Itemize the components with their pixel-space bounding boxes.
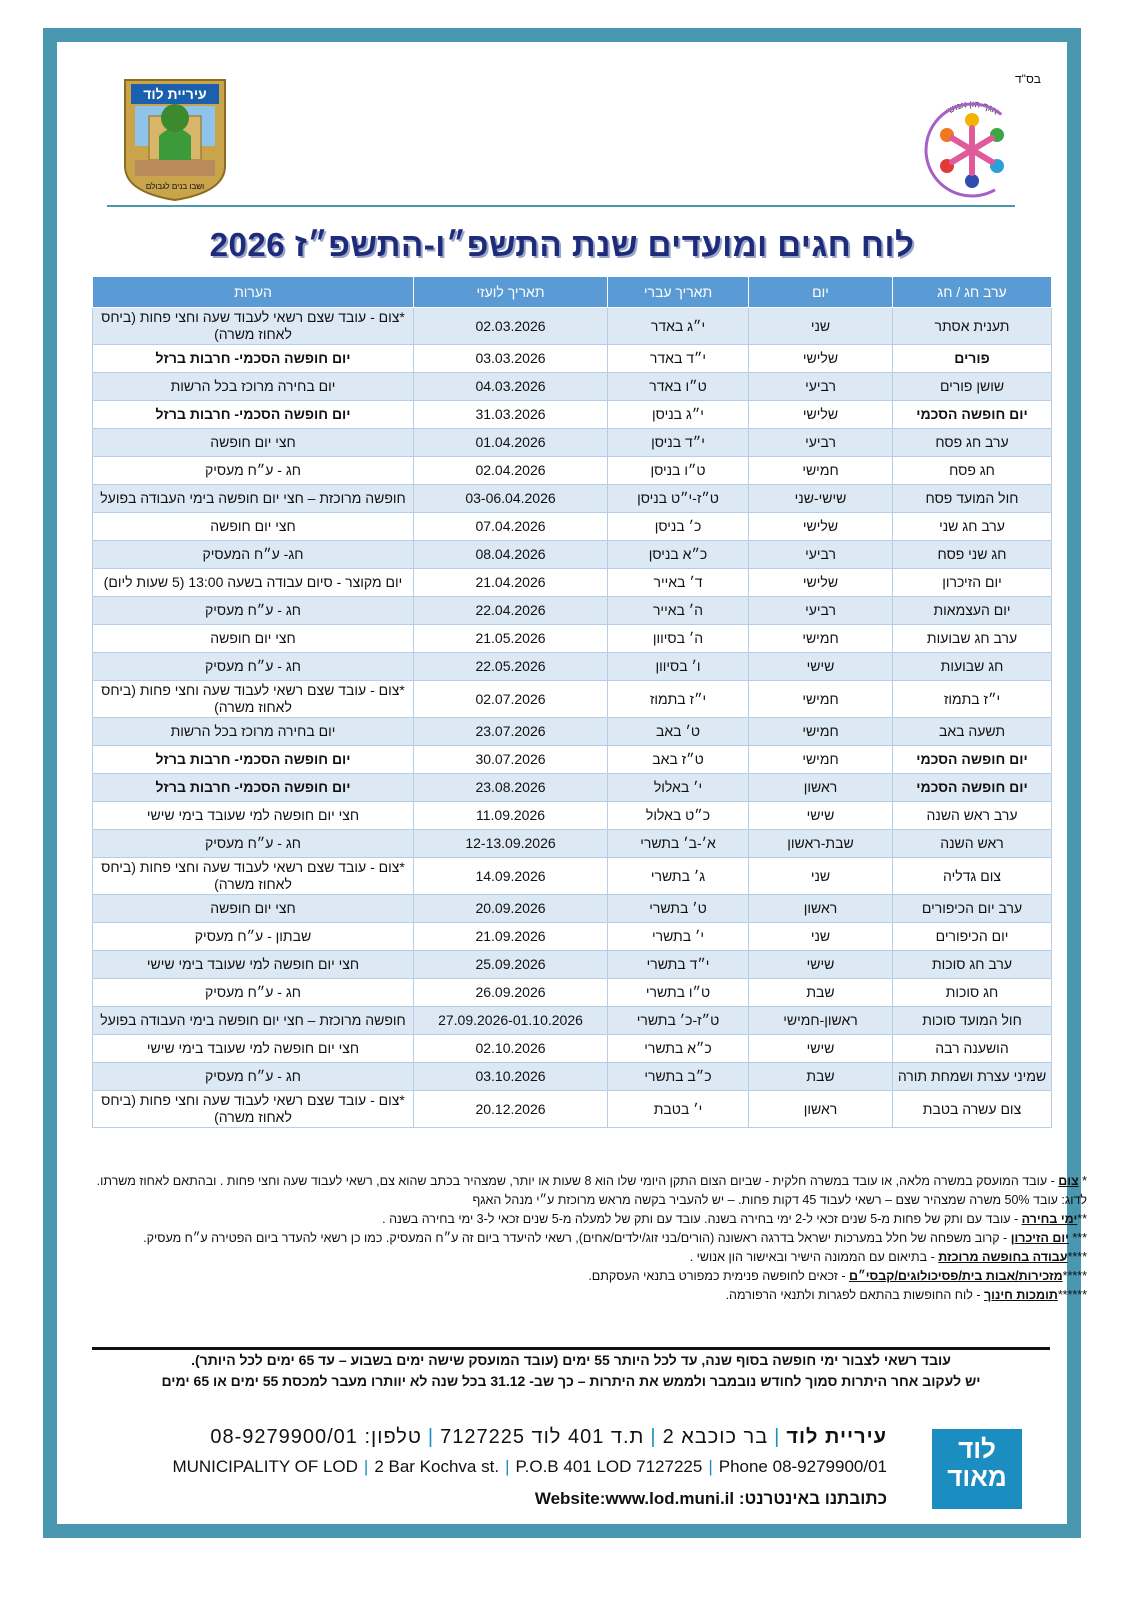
table-row [93, 308, 1052, 345]
day-cell: שבת [749, 979, 893, 1007]
hebrew-date-cell: כ׳ בניסן [608, 513, 749, 541]
notes-cell: חופשה מרוכזת – חצי יום חופשה בימי העבודה בפועל [93, 1007, 414, 1035]
notes-cell: חג - ע״ח מעסיק [93, 830, 414, 858]
footer-en-pob: P.O.B 401 LOD 7127225 [515, 1457, 703, 1476]
page [57, 42, 1087, 1524]
table-row [93, 979, 1052, 1007]
notes-cell: יום חופשה הסכמי- חרבות ברזל [93, 345, 414, 373]
day-cell: שלישי [749, 345, 893, 373]
table-row [93, 858, 1052, 895]
table-row [93, 895, 1052, 923]
notes-cell: יום חופשה הסכמי- חרבות ברזל [93, 746, 414, 774]
summary-divider [92, 1347, 1050, 1350]
holiday-cell: ראש השנה [893, 830, 1052, 858]
gregorian-date-cell: 23.07.2026 [414, 718, 608, 746]
notes-cell: חצי יום חופשה [93, 895, 414, 923]
gregorian-date-cell: 02.10.2026 [414, 1035, 608, 1063]
table-row [93, 513, 1052, 541]
gregorian-date-cell: 14.09.2026 [414, 858, 608, 895]
footnote-term: ימי בחירה [1021, 1212, 1078, 1226]
day-cell: שלישי [749, 513, 893, 541]
emblem-city-name: עיריית לוד [143, 86, 207, 102]
footnote-marker: *** [1068, 1231, 1087, 1245]
holiday-cell: חג שבועות [893, 653, 1052, 681]
notes-cell: יום חופשה הסכמי- חרבות ברזל [93, 401, 414, 429]
hr-logo-text: אגף הון אנושי [943, 98, 1001, 117]
footnote-term: עבודה בחופשה מרוכזת [938, 1250, 1068, 1264]
gregorian-date-cell: 22.05.2026 [414, 653, 608, 681]
gregorian-date-cell: 21.05.2026 [414, 625, 608, 653]
footer-he-phone: טלפון: 08-9279900/01 [210, 1426, 422, 1448]
gregorian-date-cell: 22.04.2026 [414, 597, 608, 625]
holiday-cell: י״ז בתמוז [893, 681, 1052, 718]
table-row [93, 541, 1052, 569]
gregorian-date-cell: 01.04.2026 [414, 429, 608, 457]
hebrew-date-cell: י״ד בתשרי [608, 951, 749, 979]
col-hebrew-date: תאריך עברי [608, 277, 749, 308]
day-cell: שני [749, 858, 893, 895]
table-row [93, 1063, 1052, 1091]
table-row [93, 625, 1052, 653]
notes-cell: יום חופשה הסכמי- חרבות ברזל [93, 774, 414, 802]
hebrew-date-cell: י׳ באלול [608, 774, 749, 802]
hebrew-date-cell: כ״א בניסן [608, 541, 749, 569]
table-row [93, 457, 1052, 485]
hebrew-date-cell: ג׳ בתשרי [608, 858, 749, 895]
gregorian-date-cell: 23.08.2026 [414, 774, 608, 802]
day-cell: שני [749, 923, 893, 951]
footnote [92, 1229, 1087, 1248]
page-frame [43, 28, 1087, 1538]
footnote [92, 1248, 1087, 1267]
holiday-cell: יום חופשה הסכמי [893, 774, 1052, 802]
col-holiday: ערב חג / חג [893, 277, 1052, 308]
table-row [93, 429, 1052, 457]
holiday-cell: שמיני עצרת ושמחת תורה [893, 1063, 1052, 1091]
day-cell: רביעי [749, 597, 893, 625]
holiday-cell: ערב יום הכיפורים [893, 895, 1052, 923]
col-day: יום [749, 277, 893, 308]
logo-text: לוד מאוד [947, 1434, 1007, 1492]
holiday-cell: יום חופשה הסכמי [893, 401, 1052, 429]
header-divider [107, 205, 1015, 207]
notes-cell: חצי יום חופשה למי שעובד בימי שישי [93, 802, 414, 830]
footnote-marker: ****** [1057, 1288, 1087, 1302]
hebrew-date-cell: ה׳ באייר [608, 597, 749, 625]
gregorian-date-cell: 02.07.2026 [414, 681, 608, 718]
day-cell: שישי [749, 1035, 893, 1063]
col-notes: הערות [93, 277, 414, 308]
gregorian-date-cell: 27.09.2026-01.10.2026 [414, 1007, 608, 1035]
gregorian-date-cell: 21.04.2026 [414, 569, 608, 597]
emblem-motto: ושבו בנים לגבולם [145, 182, 205, 191]
hebrew-date-cell: ט״ז באב [608, 746, 749, 774]
notes-cell: שבתון - ע״ח מעסיק [93, 923, 414, 951]
day-cell: שישי [749, 951, 893, 979]
notes-cell: חג - ע״ח מעסיק [93, 979, 414, 1007]
footer-hebrew-address: עיריית לוד|בר כוכבא 2|ת.ד 401 לוד 7127225|טלפון: 08-9279900/01 [210, 1426, 887, 1448]
footnote-marker: **** [1067, 1250, 1087, 1264]
hebrew-date-cell: י׳ בתשרי [608, 923, 749, 951]
holiday-cell: יום הכיפורים [893, 923, 1052, 951]
day-cell: רביעי [749, 541, 893, 569]
table-row [93, 923, 1052, 951]
gregorian-date-cell: 02.03.2026 [414, 308, 608, 345]
day-cell: רביעי [749, 373, 893, 401]
gregorian-date-cell: 20.12.2026 [414, 1091, 608, 1128]
day-cell: שני [749, 308, 893, 345]
gregorian-date-cell: 12-13.09.2026 [414, 830, 608, 858]
footnote [92, 1172, 1087, 1210]
notes-cell: יום בחירה מרוכז בכל הרשות [93, 373, 414, 401]
holiday-cell: חול המועד פסח [893, 485, 1052, 513]
notes-cell: חצי יום חופשה [93, 429, 414, 457]
day-cell: ראשון [749, 1091, 893, 1128]
gregorian-date-cell: 07.04.2026 [414, 513, 608, 541]
table-row [93, 401, 1052, 429]
day-cell: שישי [749, 653, 893, 681]
bsd-mark: בס"ד [1015, 72, 1041, 86]
notes-cell: *צום - עובד שצם רשאי לעבוד שעה וחצי פחות (ביחס לאחוז משרה) [93, 858, 414, 895]
gregorian-date-cell: 03.10.2026 [414, 1063, 608, 1091]
hebrew-date-cell: ו׳ בסיוון [608, 653, 749, 681]
gregorian-date-cell: 31.03.2026 [414, 401, 608, 429]
hebrew-date-cell: ט׳ בתשרי [608, 895, 749, 923]
hebrew-date-cell: ט״ז-כ׳ בתשרי [608, 1007, 749, 1035]
holiday-cell: ערב ראש השנה [893, 802, 1052, 830]
footnote-text: - קרוב משפחה של חלל במערכות ישראל בדרגה ראשונה (הורים/בני זוג/ילדים/אחים), רשאי להיעדר ביום זה ע״ח המעסיק. כמו כן רשאי להעדר ביום הפטירה ע״ח מעסיק. [143, 1231, 1011, 1245]
table-row [93, 718, 1052, 746]
notes-cell: חג- ע״ח המעסיק [93, 541, 414, 569]
notes-cell: חג - ע״ח מעסיק [93, 653, 414, 681]
holiday-cell: יום הזיכרון [893, 569, 1052, 597]
footer-en-name: MUNICIPALITY OF LOD [172, 1457, 358, 1476]
table-row [93, 373, 1052, 401]
notes-cell: חג - ע״ח מעסיק [93, 457, 414, 485]
day-cell: חמישי [749, 625, 893, 653]
holiday-cell: חג סוכות [893, 979, 1052, 1007]
holiday-cell: יום העצמאות [893, 597, 1052, 625]
table-row [93, 681, 1052, 718]
footnote [92, 1286, 1087, 1305]
lod-municipality-emblem [121, 76, 229, 202]
holiday-cell: חג פסח [893, 457, 1052, 485]
hebrew-date-cell: ד׳ באייר [608, 569, 749, 597]
notes-cell: חצי יום חופשה למי שעובד בימי שישי [93, 1035, 414, 1063]
gregorian-date-cell: 04.03.2026 [414, 373, 608, 401]
hr-department-logo [915, 90, 1029, 204]
hebrew-date-cell: י״ג בניסן [608, 401, 749, 429]
summary-line-2: יש לעקוב אחר היתרות סמוך לחודש נובמבר ולממש את היתרות – כך שב- 31.12 בכל שנה לא יוותרו מעבר למכסת 55 ימים או 65 ימים [161, 1373, 981, 1389]
gregorian-date-cell: 26.09.2026 [414, 979, 608, 1007]
notes-cell: חג - ע״ח מעסיק [93, 597, 414, 625]
gregorian-date-cell: 20.09.2026 [414, 895, 608, 923]
table-row [93, 830, 1052, 858]
footnote [92, 1210, 1087, 1229]
day-cell: חמישי [749, 681, 893, 718]
holiday-cell: חג שני פסח [893, 541, 1052, 569]
day-cell: שבת-ראשון [749, 830, 893, 858]
holiday-cell: פורים [893, 345, 1052, 373]
hebrew-date-cell: ט״ו באדר [608, 373, 749, 401]
hebrew-date-cell: א׳-ב׳ בתשרי [608, 830, 749, 858]
footnote-marker: ** [1077, 1212, 1087, 1226]
holiday-cell: יום חופשה הסכמי [893, 746, 1052, 774]
col-gregorian-date: תאריך לועזי [414, 277, 608, 308]
day-cell: שישי [749, 802, 893, 830]
website-label: כתובתנו באינטרנט: [738, 1489, 887, 1508]
footnote-term: צום [1058, 1174, 1079, 1188]
footnote-term: תומכות חינוך [983, 1288, 1058, 1302]
gregorian-date-cell: 08.04.2026 [414, 541, 608, 569]
day-cell: שלישי [749, 401, 893, 429]
footnote-marker: * [1078, 1174, 1087, 1188]
holiday-cell: ערב חג שבועות [893, 625, 1052, 653]
table-row [93, 1091, 1052, 1128]
footnote [92, 1267, 1087, 1286]
hebrew-date-cell: ה׳ בסיוון [608, 625, 749, 653]
notes-cell: חופשה מרוכזת – חצי יום חופשה בימי העבודה בפועל [93, 485, 414, 513]
footnotes [92, 1172, 1087, 1305]
notes-cell: יום מקוצר - סיום עבודה בשעה 13:00 (5 שעות ליום) [93, 569, 414, 597]
table-row [93, 746, 1052, 774]
hebrew-date-cell: י״ד בניסן [608, 429, 749, 457]
notes-cell: חג - ע״ח מעסיק [93, 1063, 414, 1091]
hebrew-date-cell: י״ג באדר [608, 308, 749, 345]
notes-cell: חצי יום חופשה [93, 625, 414, 653]
table-row [93, 597, 1052, 625]
gregorian-date-cell: 02.04.2026 [414, 457, 608, 485]
footer-en-phone: Phone 08-9279900/01 [718, 1457, 887, 1476]
holiday-cell: תשעה באב [893, 718, 1052, 746]
day-cell: חמישי [749, 718, 893, 746]
footer-english-address: MUNICIPALITY OF LOD | 2 Bar Kochva st. | P.O.B 401 LOD 7127225 | Phone 08-9279900/01 [172, 1457, 887, 1476]
hebrew-date-cell: ט״ו בתשרי [608, 979, 749, 1007]
table-row [93, 1007, 1052, 1035]
hebrew-date-cell: ט״ז-י״ט בניסן [608, 485, 749, 513]
footnote-text: - עובד המועסק במשרה מלאה, או עובד במשרה חלקית - שביום הצום התקן היומי שלו הוא 8 שעות או יותר, שמצהיר בכתב שהוא צם, רשאי לעבוד שעה וחצי פחות . ובהתאם לאחוז משרתו. לדוג: עובד 50% משרה שמצהיר שצם – רשאי לעבוד 45 דקות פחות. – יש להעביר בקשה מראש מרוכזת ע״י מנהל האגף [96, 1174, 1087, 1207]
day-cell: חמישי [749, 746, 893, 774]
holiday-cell: תענית אסתר [893, 308, 1052, 345]
footer-he-name: עיריית לוד [786, 1426, 887, 1448]
summary-line-1: עובד רשאי לצבור ימי חופשה בסוף שנה, עד לכל היותר 55 ימים (עובד המועסק שישה ימים בשבוע – עד 65 ימים לכל היותר). [191, 1352, 951, 1368]
day-cell: ראשון-חמישי [749, 1007, 893, 1035]
footnote-text: - זכאים לחופשה פנימית כמפורט בתנאי העסקתם. [588, 1269, 849, 1283]
day-cell: שישי-שני [749, 485, 893, 513]
notes-cell: יום בחירה מרוכז בכל הרשות [93, 718, 414, 746]
holidays-table [92, 276, 1052, 1128]
footnote-term: מזכירות/אבות בית/פסיכולוגים/קבסי״ם [848, 1269, 1063, 1283]
day-cell: ראשון [749, 895, 893, 923]
footnote-text: - עובד עם ותק של פחות מ-5 שנים זכאי ל-2 ימי בחירה בשנה. עובד עם ותק של למעלה מ-5 שנים זכאי ל-3 ימי בחירה בשנה . [382, 1212, 1022, 1226]
gregorian-date-cell: 11.09.2026 [414, 802, 608, 830]
table-header-row [93, 277, 1052, 308]
notes-cell: חצי יום חופשה [93, 513, 414, 541]
gregorian-date-cell: 21.09.2026 [414, 923, 608, 951]
hebrew-date-cell: כ״א בתשרי [608, 1035, 749, 1063]
gregorian-date-cell: 03-06.04.2026 [414, 485, 608, 513]
table-row [93, 345, 1052, 373]
table-row [93, 774, 1052, 802]
table-row [93, 802, 1052, 830]
table-row [93, 653, 1052, 681]
notes-cell: *צום - עובד שצם רשאי לעבוד שעה וחצי פחות (ביחס לאחוז משרה) [93, 681, 414, 718]
footnote-text: - בתיאום עם הממונה הישיר ובאישור הון אנושי . [689, 1250, 939, 1264]
holiday-cell: ערב חג שני [893, 513, 1052, 541]
holiday-cell: שושן פורים [893, 373, 1052, 401]
holiday-cell: צום עשרה בטבת [893, 1091, 1052, 1128]
website-link[interactable]: Website:www.lod.muni.il [534, 1489, 735, 1508]
holiday-cell: ערב חג סוכות [893, 951, 1052, 979]
footer-en-street: 2 Bar Kochva st. [374, 1457, 500, 1476]
holiday-cell: צום גדליה [893, 858, 1052, 895]
gregorian-date-cell: 25.09.2026 [414, 951, 608, 979]
notes-cell: *צום - עובד שצם רשאי לעבוד שעה וחצי פחות (ביחס לאחוז משרה) [93, 1091, 414, 1128]
hebrew-date-cell: י׳ בטבת [608, 1091, 749, 1128]
table-row [93, 951, 1052, 979]
holiday-cell: ערב חג פסח [893, 429, 1052, 457]
holiday-cell: הושענה רבה [893, 1035, 1052, 1063]
footer-he-pob: ת.ד 401 לוד 7127225 [440, 1426, 645, 1448]
notes-cell: חצי יום חופשה למי שעובד בימי שישי [93, 951, 414, 979]
hebrew-date-cell: ט׳ באב [608, 718, 749, 746]
day-cell: שבת [749, 1063, 893, 1091]
page-title: לוח חגים ומועדים שנת התשפ״ו-התשפ״ז 2026 [209, 226, 915, 263]
table-row [93, 1035, 1052, 1063]
footnote-marker: ***** [1062, 1269, 1087, 1283]
hebrew-date-cell: כ״ב בתשרי [608, 1063, 749, 1091]
gregorian-date-cell: 30.07.2026 [414, 746, 608, 774]
day-cell: רביעי [749, 429, 893, 457]
hebrew-date-cell: י״ד באדר [608, 345, 749, 373]
hebrew-date-cell: י״ז בתמוז [608, 681, 749, 718]
hebrew-date-cell: כ״ט באלול [608, 802, 749, 830]
gregorian-date-cell: 03.03.2026 [414, 345, 608, 373]
notes-cell: *צום - עובד שצם רשאי לעבוד שעה וחצי פחות (ביחס לאחוז משרה) [93, 308, 414, 345]
day-cell: ראשון [749, 774, 893, 802]
footnote-term: יום הזיכרון [1010, 1231, 1069, 1245]
footer-website [535, 1489, 887, 1509]
lod-meod-logo [932, 1429, 1022, 1509]
day-cell: חמישי [749, 457, 893, 485]
footnote-text: - לוח החופשות בהתאם לפגרות ולתנאי הרפורמה. [725, 1288, 984, 1302]
table-row [93, 569, 1052, 597]
table-row [93, 485, 1052, 513]
day-cell: שלישי [749, 569, 893, 597]
footer-he-street: בר כוכבא 2 [662, 1426, 769, 1448]
holiday-cell: חול המועד סוכות [893, 1007, 1052, 1035]
hebrew-date-cell: ט״ו בניסן [608, 457, 749, 485]
